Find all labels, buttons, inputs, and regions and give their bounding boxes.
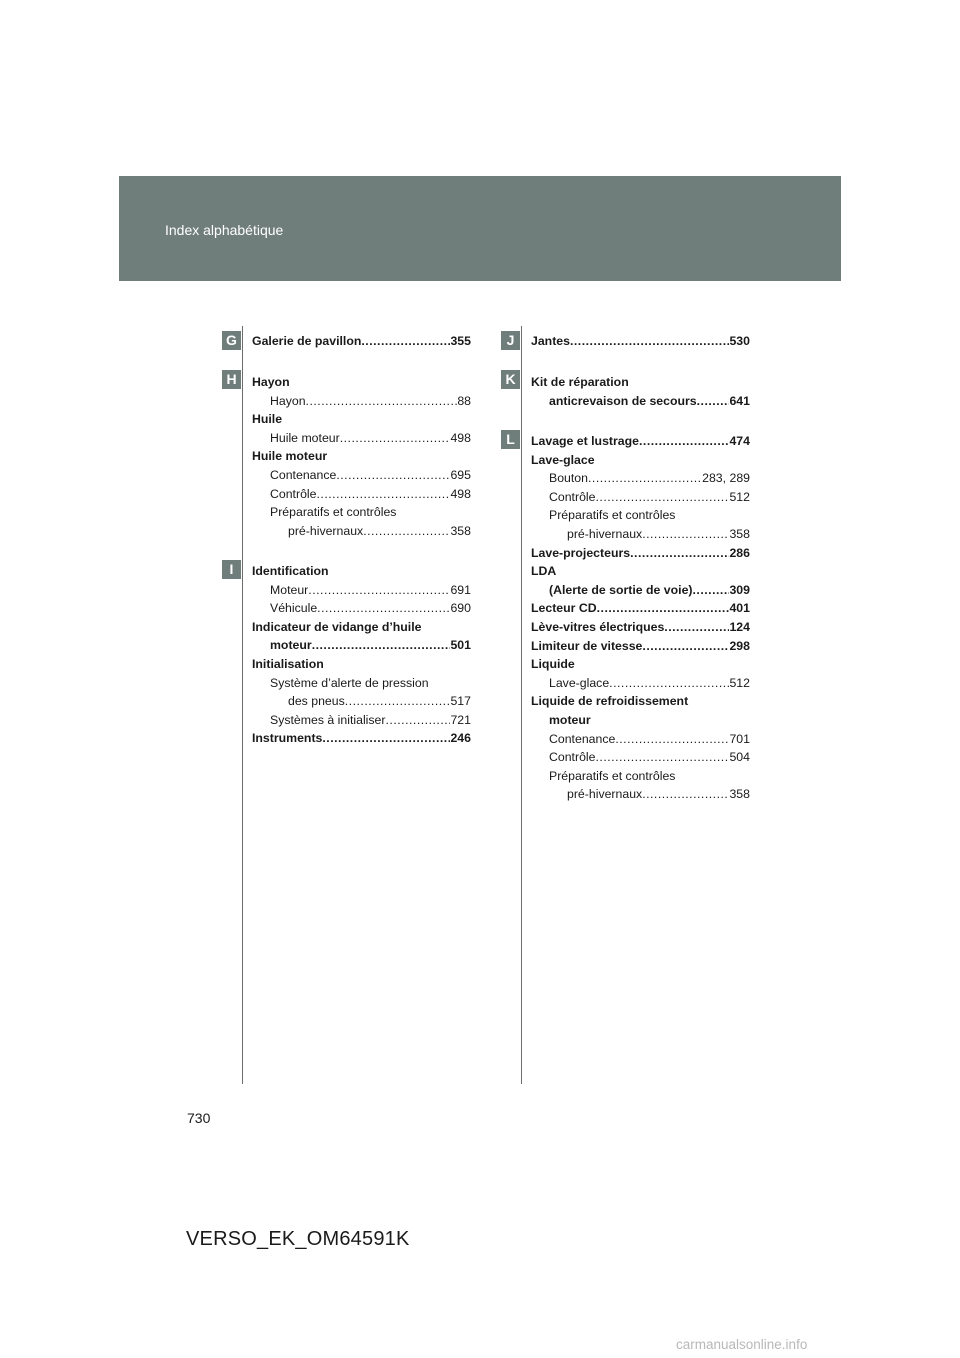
index-entry: anticrevaison de secours ..... 641 (531, 392, 750, 411)
index-entry: Systèmes à initialiser ..... 721 (252, 711, 471, 730)
section-i (252, 562, 471, 748)
index-entry: moteur ..... 501 (252, 636, 471, 655)
index-entry: Limiteur de vitesse ..... 298 (531, 637, 750, 656)
index-heading: Huile moteur (252, 449, 328, 464)
index-subheading: Préparatifs et contrôles (270, 505, 397, 520)
index-entry: Lecteur CD ..... 401 (531, 599, 750, 618)
index-heading: Huile (252, 412, 283, 427)
column-divider-left (242, 326, 243, 1084)
index-subheading: Préparatifs et contrôles (549, 768, 676, 783)
index-heading: Lave-glace (531, 452, 595, 467)
index-entry: Lave-glace ..... 512 (531, 674, 750, 693)
index-heading: Liquide de refroidissement (531, 694, 689, 709)
index-entry: Contrôle ..... 504 (531, 748, 750, 767)
index-entry: Jantes ..... 530 (531, 332, 750, 351)
index-entry: des pneus ..... 517 (252, 692, 471, 711)
index-heading: Indicateur de vidange d’huile (252, 619, 422, 634)
index-entry: Huile moteur ..... 498 (252, 429, 471, 448)
index-entry: Véhicule ..... 690 (252, 599, 471, 618)
index-entry: Contrôle ..... 498 (252, 485, 471, 504)
index-entry: Bouton ..... 283, 289 (531, 469, 750, 488)
index-heading: Liquide (531, 657, 575, 672)
section-h (252, 373, 471, 540)
letter-badge-j: J (501, 331, 520, 350)
letter-badge-i: I (222, 560, 241, 579)
index-heading: Kit de réparation (531, 375, 629, 389)
index-entry: Lavage et lustrage ..... 474 (531, 432, 750, 451)
index-heading: Identification (252, 564, 329, 578)
index-entry: Lève-vitres électriques ..... 124 (531, 618, 750, 637)
letter-badge-h: H (222, 370, 241, 389)
index-entry: Galerie de pavillon ..... 355 (252, 332, 471, 351)
section-j (531, 332, 750, 351)
page-number: 730 (187, 1110, 211, 1126)
index-entry: Lave-projecteurs ..... 286 (531, 544, 750, 563)
index-heading: LDA (531, 564, 557, 579)
index-entry: Contenance ..... 695 (252, 466, 471, 485)
index-entry: Moteur ..... 691 (252, 581, 471, 600)
letter-badge-g: G (222, 331, 241, 350)
index-entry: Contenance ..... 701 (531, 730, 750, 749)
column-divider-right (521, 326, 522, 1084)
index-heading: Hayon (252, 375, 290, 389)
section-k (531, 373, 750, 410)
index-entry: Instruments ..... 246 (252, 729, 471, 748)
page-header (119, 176, 841, 281)
letter-badge-l: L (501, 430, 520, 449)
section-l (531, 432, 750, 804)
section-g (252, 332, 471, 351)
index-entry: pré-hivernaux ..... 358 (531, 525, 750, 544)
index-subheading: Système d’alerte de pression (270, 675, 429, 690)
index-heading: Initialisation (252, 656, 324, 671)
watermark: carmanualsonline.info (676, 1337, 808, 1352)
document-code: VERSO_EK_OM64591K (186, 1228, 410, 1250)
index-entry: Hayon ..... 88 (252, 392, 471, 411)
letter-badge-k: K (501, 370, 520, 389)
index-heading: moteur (549, 712, 591, 727)
index-entry: (Alerte de sortie de voie) ..... 309 (531, 581, 750, 600)
index-entry: pré-hivernaux ..... 358 (252, 522, 471, 541)
header-title: Index alphabétique (165, 222, 284, 238)
index-entry: Contrôle ..... 512 (531, 488, 750, 507)
index-entry: pré-hivernaux ..... 358 (531, 785, 750, 804)
index-subheading: Préparatifs et contrôles (549, 508, 676, 523)
